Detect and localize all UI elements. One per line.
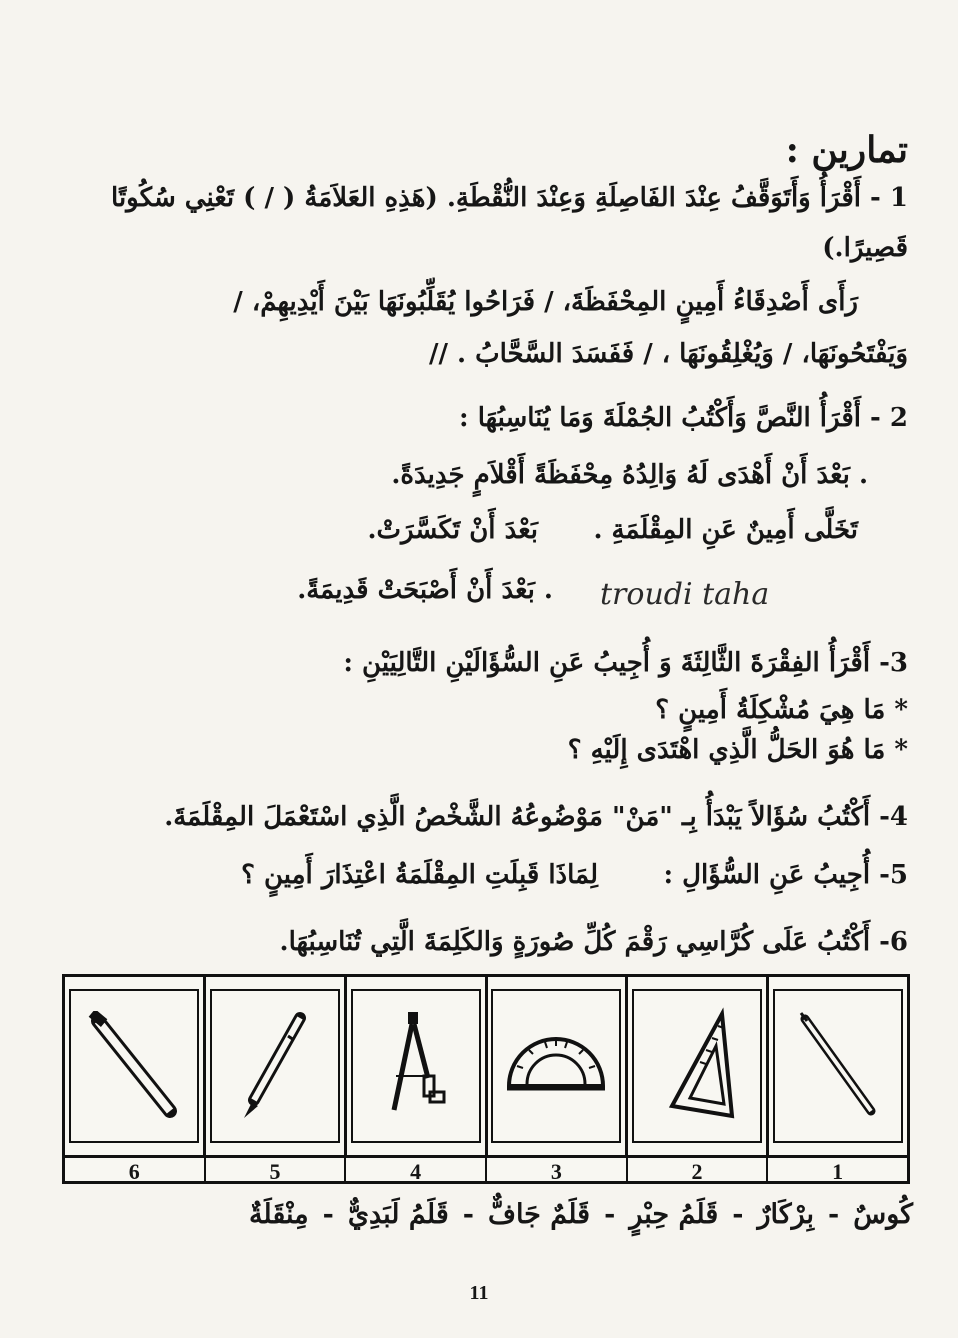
tool-cell-4 [344, 977, 485, 1155]
tool-cell-5 [203, 977, 344, 1155]
word-bank-item: قَلَمُ لَبَدِيٌّ [347, 1199, 449, 1230]
word-bank-item: قَلَمُ حِبْرٍ [629, 1199, 719, 1230]
tool-number: 4 [344, 1158, 485, 1181]
tool-frame-3 [491, 989, 621, 1143]
page-number: 11 [469, 1282, 489, 1304]
handwritten-name: troudi taha [600, 577, 770, 612]
tools-number-row [65, 1155, 907, 1184]
tool-number: 3 [485, 1158, 626, 1181]
ex1-instruction-line1: 1 - أَقْرَأُ وَأَتَوَقَّفُ عِنْدَ الفَاصِلَةِ وَعِنْدَ النُّقْطَةِ. (هَذِهِ العَلاَمَةُ ( / ) تَعْنِي سُكُوتًا [111, 183, 908, 213]
tool-number: 2 [626, 1158, 767, 1181]
set-square-icon [652, 1006, 742, 1126]
tool-cell-3 [485, 977, 626, 1155]
tool-frame-5 [210, 989, 340, 1143]
ex3-instruction: 3- أَقْرَأُ الفِقْرَةَ الثَّالِثَةَ وَ أُجِيبُ عَنِ السُّؤَالَيْنِ التَّالِيَيْنِ : [343, 648, 908, 678]
word-separator: - [462, 1199, 474, 1230]
tool-cell-2 [625, 977, 766, 1155]
compass-icon [376, 1006, 456, 1126]
ex2-sentence-2b: بَعْدَ أَنْ تَكَسَّرَتْ. [367, 515, 538, 545]
word-bank-item: بِرْكَارٌ [757, 1199, 815, 1230]
word-bank-item: مِنْقَلَةٌ [248, 1199, 309, 1230]
ex2-sentence-3: . بَعْدَ أَنْ أَصْبَحَتْ قَدِيمَةً. [297, 575, 553, 605]
ex1-instruction-line2: قَصِيرًا.) [822, 233, 908, 263]
tool-cell-6 [65, 977, 203, 1155]
word-separator: - [828, 1199, 840, 1230]
tool-cell-1 [766, 977, 907, 1155]
word-separator: - [732, 1199, 744, 1230]
protractor-icon [501, 1026, 611, 1106]
fountain-pen-icon [230, 1006, 320, 1126]
word-bank [55, 1195, 913, 1235]
ex4-instruction: 4- أَكْتُبُ سُؤَالاً يَبْدَأُ بِـ "مَنْ" مَوْضُوعُهُ الشَّخْصُ الَّذِي اسْتَعْمَلَ المِقْلَمَةَ. [164, 802, 908, 832]
ex6-instruction: 6- أَكْتُبُ عَلَى كُرَّاسِي رَقْمَ كُلِّ صُورَةٍ وَالكَلِمَةَ الَّتِي تُنَاسِبُهَا. [279, 927, 908, 957]
page-title: تمارين : [785, 129, 908, 171]
tool-number: 6 [128, 1159, 140, 1184]
ex2-instruction: 2 - أَقْرَأُ النَّصَّ وَأَكْتُبُ الجُمْلَةَ وَمَا يُنَاسِبُهَا : [459, 403, 908, 433]
tool-frame-4 [351, 989, 481, 1143]
ex5-question: لِمَاذَا قَبِلَتِ المِقْلَمَةُ اعْتِذَارَ أَمِينٍ ؟ [241, 860, 598, 890]
ex5-instruction: 5- أُجِيبُ عَنِ السُّؤَالِ : [663, 860, 908, 890]
ex2-sentence-1: . بَعْدَ أَنْ أَهْدَى لَهُ وَالِدُهُ مِحْفَظَةً أَقْلاَمٍ جَدِيدَةً. [391, 460, 868, 490]
tool-number: 5 [204, 1158, 345, 1181]
tool-frame-6 [69, 989, 199, 1143]
word-bank-item: قَلَمٌ جَافٌّ [487, 1199, 591, 1230]
word-separator: - [322, 1199, 334, 1230]
tool-frame-2 [632, 989, 762, 1143]
ex2-sentence-2a: تَخَلَّى أَمِينٌ عَنِ المِقْلَمَةِ . [593, 515, 858, 545]
tool-frame-1 [773, 989, 903, 1143]
ex1-text-line1: رَأَى أَصْدِقَاءُ أَمِينٍ المِحْفَظَةَ، / فَرَاحُوا يُقَلِّبُونَهَا بَيْنَ أَيْدِيهِمْ، / [233, 287, 858, 317]
ex1-text-line2: وَيَفْتَحُونَهَا، / وَيُغْلِقُونَهَا ، / فَفَسَدَ السَّحَّابُ . // [429, 339, 908, 369]
tools-table [62, 974, 910, 1184]
ex3-question-1: * مَا هِيَ مُشْكِلَةُ أَمِينٍ ؟ [655, 695, 908, 725]
ex3-question-2: * مَا هُوَ الحَلُّ الَّذِي اهْتَدَى إِلَيْهِ ؟ [567, 735, 908, 765]
tools-image-row [65, 977, 907, 1155]
pen-icon [793, 1011, 883, 1121]
word-bank-item: كُوسٌ [853, 1199, 913, 1230]
marker-icon [84, 1011, 184, 1121]
word-separator: - [604, 1199, 616, 1230]
tool-number: 1 [766, 1158, 907, 1181]
